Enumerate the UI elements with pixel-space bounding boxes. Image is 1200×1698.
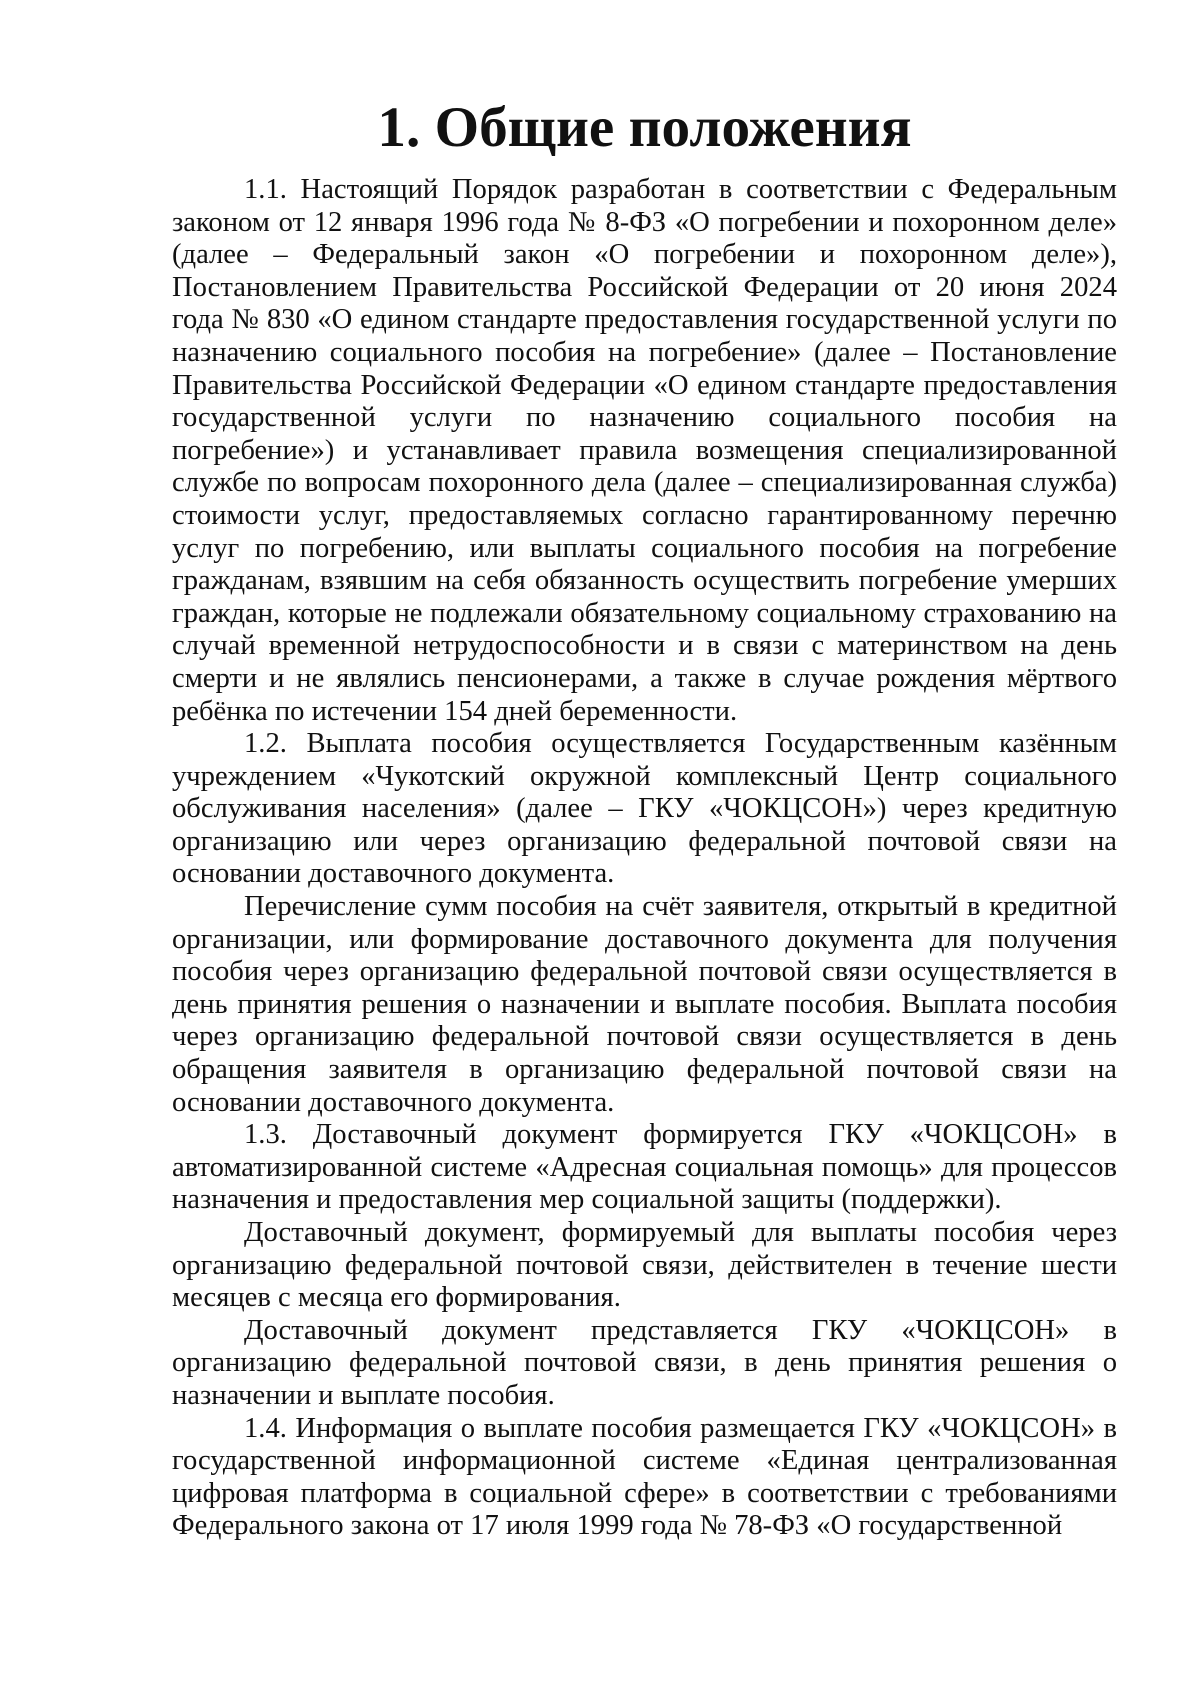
- paragraph-validity: Доставочный документ, формируемый для выплаты пособия через организацию федеральной почтовой связи, действителен в течение шести месяцев с месяца его формирования.: [172, 1217, 1117, 1314]
- paragraph-1-1: 1.1. Настоящий Порядок разработан в соответствии с Федеральным законом от 12 января 1996 года № 8-ФЗ «О погребении и похоронном деле» (далее – Федеральный закон «О погребении и похоронном деле»), Постановлением Правительства Российской Федерации от 20 июня 2024 года № 830 «О едином стандарте предоставления государственной услуги по назначению социального пособия на погребение» (далее – Постановление Правительства Российской Федерации «О едином стандарте предоставления государственной услуги по назначению социального пособия на погребение») и устанавливает правила возмещения специализированной службе по вопросам похоронного дела (далее – специализированная служба) стоимости услуг, предоставляемых согласно гарантированному перечню услуг по погребению, или выплаты социального пособия на погребение гражданам, взявшим на себя обязанность осуществить погребение умерших граждан, которые не подлежали обязательному социальному страхованию на случай временной нетрудоспособности и в связи с материнством на день смерти и не являлись пенсионерами, а также в случае рождения мёртвого ребёнка по истечении 154 дней беременности.: [172, 174, 1117, 727]
- paragraph-transfer: Перечисление сумм пособия на счёт заявителя, открытый в кредитной организации, или формирование доставочного документа для получения пособия через организацию федеральной почтовой связи осуществляется в день принятия решения о назначении и выплате пособия. Выплата пособия через организацию федеральной почтовой связи осуществляется в день обращения заявителя в организацию федеральной почтовой связи на основании доставочного документа.: [172, 891, 1117, 1118]
- paragraph-submission: Доставочный документ представляется ГКУ «ЧОКЦСОН» в организацию федеральной почтовой связи, в день принятия решения о назначении и выплате пособия.: [172, 1314, 1117, 1411]
- section-heading: 1. Общие положения: [377, 96, 912, 159]
- document-page: [172, 96, 1117, 1543]
- paragraph-1-3: 1.3. Доставочный документ формируется ГКУ «ЧОКЦСОН» в автоматизированной системе «Адресная социальная помощь» для процессов назначения и предоставления мер социальной защиты (поддержки).: [172, 1119, 1117, 1216]
- paragraph-1-4: 1.4. Информация о выплате пособия размещается ГКУ «ЧОКЦСОН» в государственной информационной системе «Единая централизованная цифровая платформа в социальной сфере» в соответствии с требованиями Федерального закона от 17 июля 1999 года № 78-ФЗ «О государственной: [172, 1412, 1117, 1542]
- paragraph-1-2: 1.2. Выплата пособия осуществляется Государственным казённым учреждением «Чукотский окружной комплексный Центр социального обслуживания населения» (далее – ГКУ «ЧОКЦСОН») через кредитную организацию или через организацию федеральной почтовой связи на основании доставочного документа.: [172, 728, 1117, 890]
